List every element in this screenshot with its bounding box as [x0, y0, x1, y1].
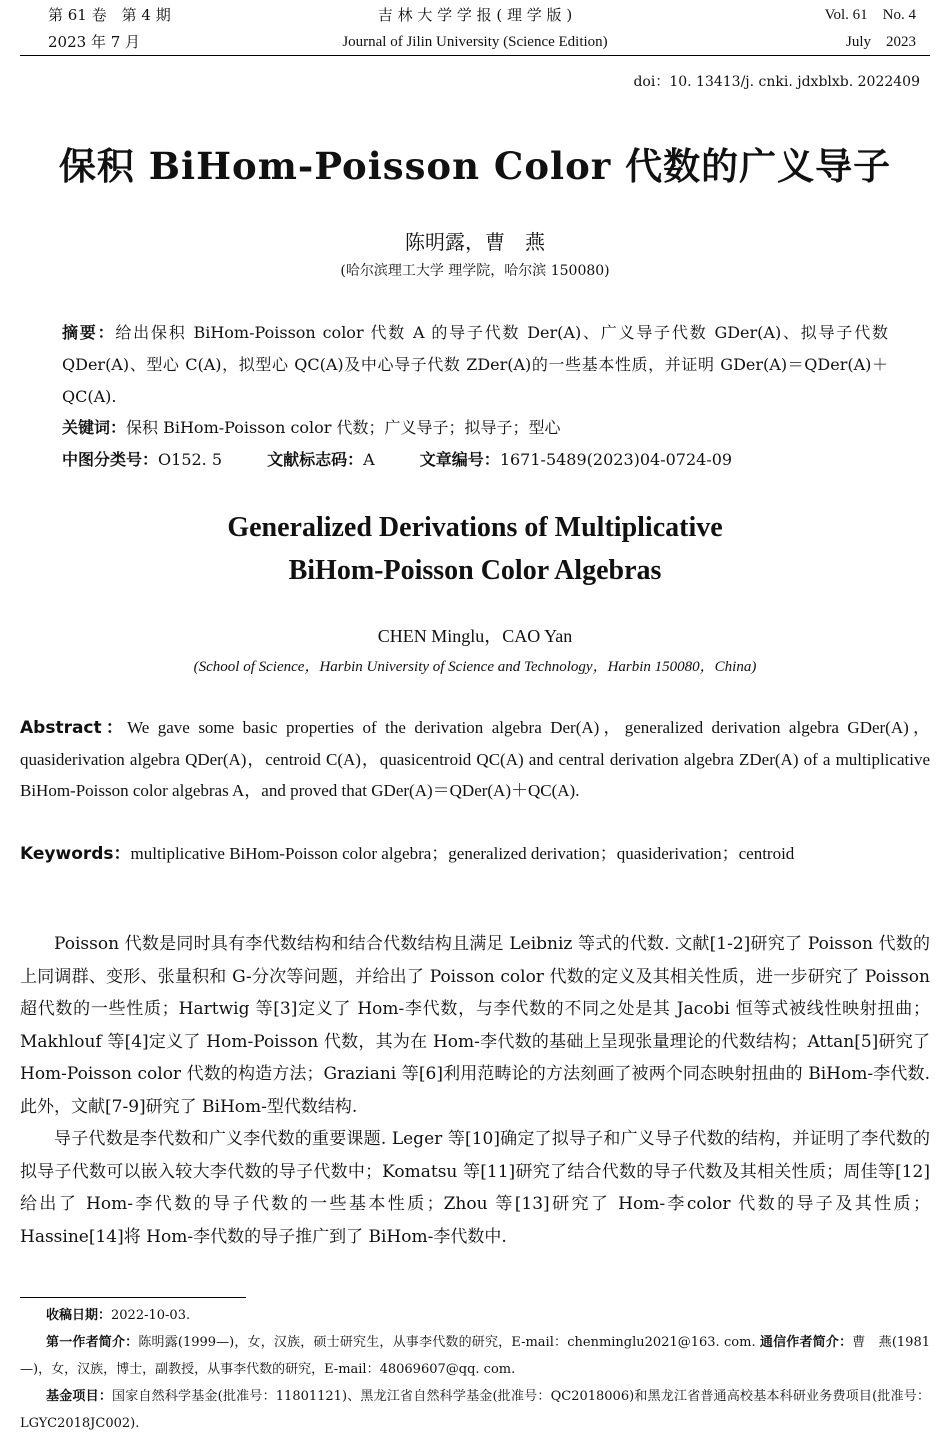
- corr-author-label: 通信作者简介：: [759, 1335, 853, 1350]
- abstract-cn-label: 摘要：: [62, 323, 116, 342]
- body-text: [20, 928, 930, 1253]
- keywords-en-label: Keywords：: [20, 844, 131, 864]
- affiliation-cn: (哈尔滨理工大学 理学院，哈尔滨 150080): [340, 263, 610, 279]
- footnote-received: [20, 1302, 930, 1329]
- clc-value: O152. 5: [158, 450, 223, 469]
- first-author-bio: 陈明露(1999—)，女，汉族，硕士研究生，从事李代数的研究，E-mail：chenminglu2021@163. com.: [138, 1335, 756, 1350]
- abstract-en: [20, 712, 930, 806]
- keywords-cn-label: 关键词：: [62, 418, 127, 437]
- header-date-en: July 2023: [845, 34, 916, 50]
- paper-title-en-line2: BiHom-Poisson Color Algebras: [288, 555, 662, 586]
- clc-label: 中图分类号：: [62, 450, 159, 469]
- paper-title-en-line1: Generalized Derivations of Multiplicative: [227, 512, 723, 543]
- keywords-cn: [62, 412, 888, 444]
- affiliation-en: (School of Science，Harbin University of Science and Technology，Harbin 150080，China): [193, 659, 757, 675]
- body-paragraph-2: 导子代数是李代数和广义李代数的重要课题. Leger 等[10]确定了拟导子和广义导子代数的结构，并证明了李代数的拟导子代数可以嵌入较大李代数的导子代数中；Komatsu 等[11]研究了结合代数的导子代数及其相关性质；周佳等[12]给出了 Hom-李代数的导子代数的一些基本性质；Zhou 等[13]研究了 Hom-李color 代数的导子及其性质；Hassine[14]将 Hom-李代数的导子推广到了 BiHom-李代数中.: [20, 1129, 930, 1247]
- footnotes: [20, 1302, 930, 1437]
- keywords-en: [20, 838, 930, 870]
- doi-link[interactable]: doi：10. 13413/j. cnki. jdxblxb. 2022409: [633, 74, 920, 90]
- received-label: 收稿日期：: [46, 1308, 112, 1323]
- doc-code-label: 文献标志码：: [267, 450, 364, 469]
- abstract-en-text: We gave some basic properties of the derivation algebra Der(A)，generalized derivation algebra GDer(A)，quasiderivation algebra QDer(A)，centroid C(A)，quasicentroid QC(A) and central derivation algebra ZDer(A) of a multiplicative BiHom-Poisson color algebras A，and proved that GDer(A)＝QDer(A)＋QC(A).: [20, 718, 930, 800]
- article-no-value: 1671-5489(2023)04-0724-09: [499, 450, 733, 469]
- footnote-fund: [20, 1383, 930, 1437]
- doc-code-value: A: [363, 450, 375, 469]
- header-date-cn: 2023 年 7 月: [48, 33, 141, 51]
- abstract-cn: [62, 317, 888, 413]
- header-journal-cn: 吉 林 大 学 学 报 ( 理 学 版 ): [377, 6, 573, 24]
- fund-label: 基金项目：: [46, 1389, 113, 1404]
- header-rule: [20, 55, 930, 56]
- authors-cn: 陈明露，曹 燕: [405, 230, 545, 254]
- paper-title-en: [0, 506, 950, 592]
- classification-line: [62, 444, 888, 476]
- keywords-en-text: multiplicative BiHom-Poisson color algebra；generalized derivation；quasiderivation；centroid: [130, 844, 795, 863]
- fund-text: 国家自然科学基金(批准号：11801121)、黑龙江省自然科学基金(批准号：QC2018006)和黑龙江省普通高校基本科研业务费项目(批准号：LGYC2018JC002).: [20, 1389, 930, 1431]
- article-no-label: 文章编号：: [419, 450, 500, 469]
- received-date: 2022-10-03.: [111, 1308, 191, 1323]
- body-paragraph-1: Poisson 代数是同时具有李代数结构和结合代数结构且满足 Leibniz 等式的代数. 文献[1-2]研究了 Poisson 代数的上同调群、变形、张量积和 G-分次等问题，并给出了 Poisson color 代数的定义及其相关性质，进一步研究了 Poisson 超代数的一些性质；Hartwig 等[3]定义了 Hom-李代数，与李代数的不同之处是其 Jacobi 恒等式被线性映射扭曲；Makhlouf 等[4]定义了 Hom-Poisson 代数，其为在 Hom-李代数的基础上呈现张量理论的代数结构；Attan[5]研究了 Hom-Poisson color 代数的构造方法；Graziani 等[6]利用范畴论的方法刻画了被两个同态映射扭曲的 BiHom-李代数. 此外，文献[7-9]研究了 BiHom-型代数结构.: [20, 934, 930, 1117]
- header-volume-cn: 第 61 卷 第 4 期: [48, 6, 171, 24]
- first-author-label: 第一作者简介：: [46, 1335, 139, 1350]
- abstract-cn-text: 给出保积 BiHom-Poisson color 代数 A 的导子代数 Der(A)、广义导子代数 GDer(A)、拟导子代数 QDer(A)、型心 C(A)，拟型心 QC(A)及中心导子代数 ZDer(A)的一些基本性质，并证明 GDer(A)＝QDer(A)＋QC(A).: [62, 323, 888, 406]
- corr-author-bio: 曹 燕(1981—)，女，汉族，博士，副教授，从事李代数的研究，E-mail：48069607@qq. com.: [20, 1335, 930, 1377]
- abstract-en-label: Abstract：: [20, 718, 128, 738]
- footnote-authors: [20, 1329, 930, 1383]
- keywords-cn-text: 保积 BiHom-Poisson color 代数；广义导子；拟导子；型心: [126, 418, 561, 437]
- header-journal-en: Journal of Jilin University (Science Edition): [342, 34, 608, 50]
- footnote-rule: [20, 1297, 246, 1298]
- header-volume-en: Vol. 61 No. 4: [824, 7, 916, 23]
- paper-title-cn: 保积 BiHom-Poisson Color 代数的广义导子: [58, 144, 892, 188]
- authors-en: CHEN Minglu，CAO Yan: [377, 626, 573, 646]
